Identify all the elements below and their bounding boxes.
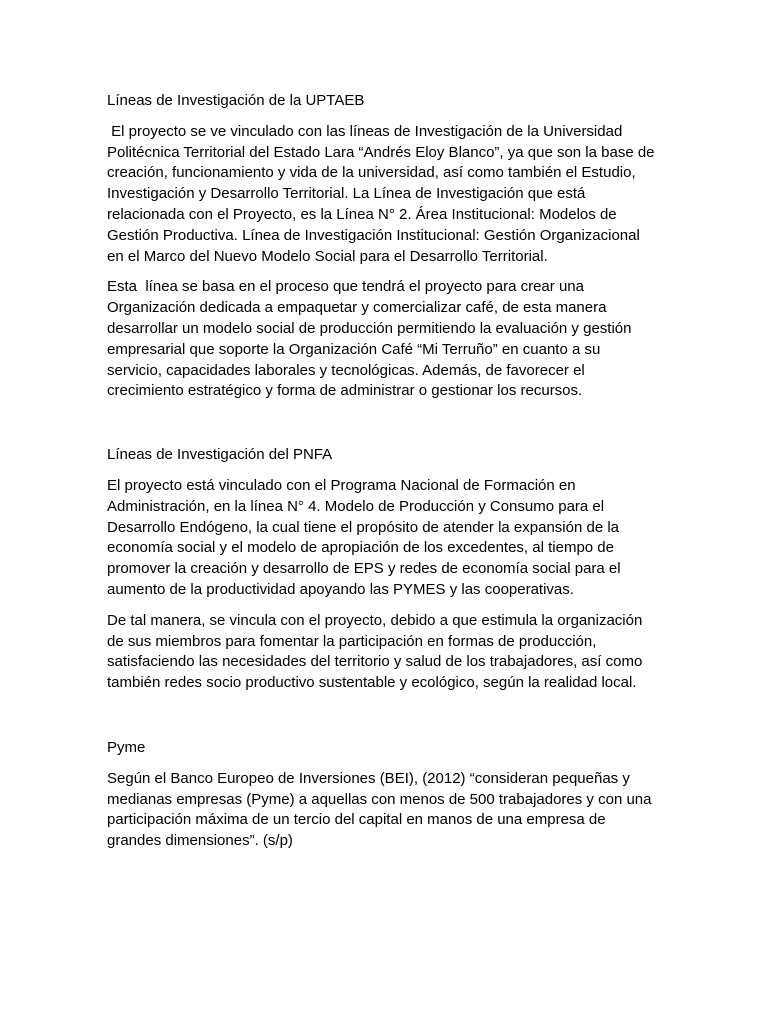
text-line: economía social y el modelo de apropiación de los excedentes, al tiempo de bbox=[107, 539, 614, 557]
text-line: promover la creación y desarrollo de EPS y redes de economía social para el bbox=[107, 560, 621, 578]
section-pnfa bbox=[107, 445, 667, 694]
text-line: Según el Banco Europeo de Inversiones (BEI), (2012) “consideran pequeñas y bbox=[107, 769, 630, 787]
section-heading: Líneas de Investigación de la UPTAEB bbox=[107, 92, 365, 109]
text-line: participación máxima de un tercio del capital en manos de una empresa de bbox=[107, 811, 606, 829]
text-line: Gestión Productiva. Línea de Investigación Institucional: Gestión Organizacional bbox=[107, 226, 640, 244]
section-heading: Pyme bbox=[107, 738, 146, 756]
text-line: Organización dedicada a empaquetar y comercializar café, de esta manera bbox=[107, 299, 607, 317]
text-line: también redes socio productivo sustentable y ecológico, según la realidad local. bbox=[107, 674, 637, 692]
paragraph bbox=[107, 611, 667, 694]
text-line: Politécnica Territorial del Estado Lara “Andrés Eloy Blanco”, ya que son la base de bbox=[107, 143, 655, 161]
text-line: De tal manera, se vincula con el proyecto, debido a que estimula la organización bbox=[107, 611, 643, 629]
paragraph bbox=[107, 122, 667, 268]
section-pyme bbox=[107, 738, 667, 852]
text-line: Administración, en la línea N° 4. Modelo de Producción y Consumo para el bbox=[107, 497, 605, 515]
text-line: en el Marco del Nuevo Modelo Social para el Desarrollo Territorial. bbox=[107, 247, 548, 265]
section-spacer bbox=[107, 704, 667, 738]
text-line: de sus miembros para fomentar la participación en formas de producción, bbox=[107, 632, 597, 650]
text-line: grandes dimensiones”. (s/p) bbox=[107, 832, 293, 850]
text-line: desarrollar un modelo social de producción permitiendo la evaluación y gestión bbox=[107, 319, 632, 337]
paragraph bbox=[107, 769, 667, 852]
text-line: relacionada con el Proyecto, es la Línea N° 2. Área Institucional: Modelos de bbox=[107, 205, 617, 223]
text-line: Investigación y Desarrollo Territorial. La Línea de Investigación que está bbox=[107, 185, 586, 203]
text-line: Esta línea se basa en el proceso que tendrá el proyecto para crear una bbox=[107, 278, 584, 296]
text-line: creación, funcionamiento y vida de la universidad, así como también el Estudio, bbox=[107, 164, 636, 182]
text-line: aumento de la productividad apoyando las PYMES y las cooperativas. bbox=[107, 580, 574, 598]
section-uptaeb bbox=[107, 91, 667, 402]
text-line: El proyecto se ve vinculado con las líneas de Investigación de la Universidad bbox=[107, 122, 623, 140]
text-line: servicio, capacidades laborales y tecnológicas. Además, de favorecer el bbox=[107, 361, 585, 379]
paragraph bbox=[107, 476, 667, 601]
text-line: crecimiento estratégico y forma de administrar o gestionar los recursos. bbox=[107, 382, 583, 400]
text-line: Desarrollo Endógeno, la cual tiene el propósito de atender la expansión de la bbox=[107, 518, 620, 536]
text-line: medianas empresas (Pyme) a aquellas con menos de 500 trabajadores y con una bbox=[107, 790, 652, 808]
text-line: El proyecto está vinculado con el Programa Nacional de Formación en bbox=[107, 476, 576, 494]
paragraph bbox=[107, 277, 667, 402]
text-line: satisfaciendo las necesidades del territorio y salud de los trabajadores, así como bbox=[107, 653, 643, 671]
document-body bbox=[107, 91, 667, 862]
text-line: empresarial que soporte la Organización Café “Mi Terruño” en cuanto a su bbox=[107, 340, 601, 358]
section-heading: Líneas de Investigación del PNFA bbox=[107, 446, 333, 464]
section-spacer bbox=[107, 412, 667, 445]
